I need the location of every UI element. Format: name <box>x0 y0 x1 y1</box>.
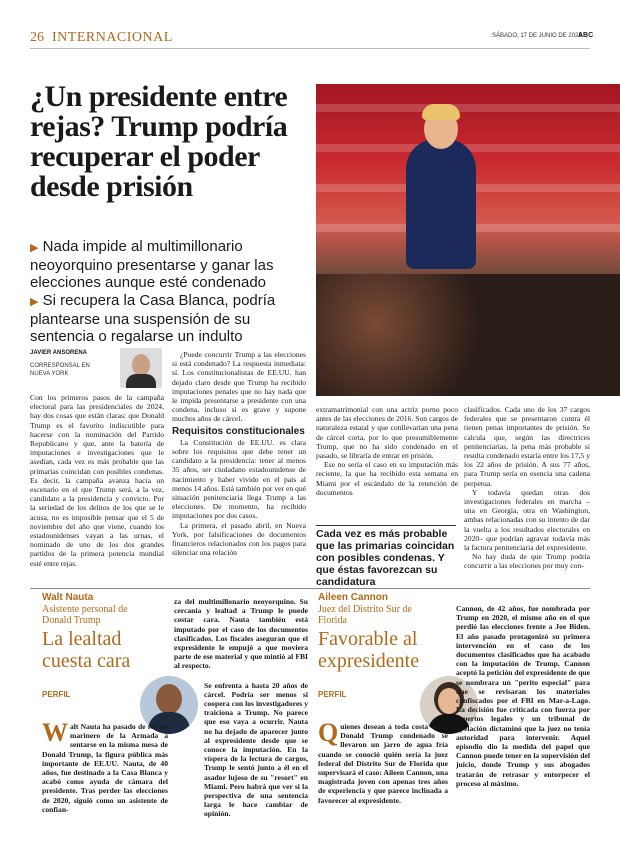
profile-kicker: PERFIL <box>42 690 71 699</box>
page-number: 26 <box>30 30 44 45</box>
section-title: INTERNACIONAL <box>52 30 173 45</box>
profile-role: Asistente personal de Donald Trump <box>42 604 128 626</box>
triangle-icon: ▶ <box>30 242 39 254</box>
body-column-2: ¿Puede concurrir Trump a las elecciones si está condenado? La respuesta inmediata: sí. Los constitucionalistas de EE.UU. han dejado claro desde que Trump ha recibido imputaciones penales que no hay nada que le impida presentarse a presidente con una condena, incluso si es grave y supone muchos años de cárcel. Requisitos constitucionales La Constitución de EE.UU. es clara sobre los requisitos que debe tener un candidato a la presidencia: tener al menos 35 años, ser ciudadano estadounidense de nacimiento y haber vivido en el país al menos 14 años. Está también por ver en qué situación penitenciaria llega Trump a las elecciones. De momento, ha recibido imputaciones por dos casos. La primera, el pasado abril, en Nueva York, por falsificaciones de documentos financieros relacionados con los pagos para silenciar una relación <box>172 350 306 558</box>
summary-bullet: ▶ Nada impide al multimillonario neoyorquino presentarse y ganar las elecciones aunque esté condenado <box>30 238 274 291</box>
brand-logo: ABC <box>578 32 594 39</box>
header-rule <box>30 48 590 49</box>
profile-title: Favorable al expresidente <box>318 628 420 672</box>
profiles-rule <box>30 588 590 589</box>
headline: ¿Un presidente entre rejas? Trump podría recuperar el poder desde prisión <box>30 80 288 203</box>
subheading: Requisitos constitucionales <box>172 425 305 437</box>
dropcap: W <box>42 718 68 747</box>
triangle-icon: ▶ <box>30 296 39 308</box>
summary-bullet: ▶ Si recupera la Casa Blanca, podría plantearse una suspensión de su sentencia o regalarse un indulto <box>30 292 276 345</box>
body-column-3: extramatrimonial con una actriz porno poco antes de las elecciones de 2016. Son cargos de naturaleza estatal y que conllevarían una pena de cárcel corta, por lo que presumiblemente Trump, que no ha sido condenado en el pasado, se libraría de entrar en prisión. Ese no sería el caso en su imputación más reciente, la que ha recibido esta semana en Miami por el escándalo de la retención de documentos <box>316 405 458 497</box>
author-role: CORRESPONSAL EN NUEVA YORK <box>30 363 90 377</box>
speaker-body <box>406 139 476 269</box>
profile-kicker: PERFIL <box>318 690 347 699</box>
body-column-4: clasificados. Cada uno de los 37 cargos federales que se presentaron contra él tienen penas importantes de prisión. Se calcula que, según las directrices penitenciarias, la pena más probable si resulta condenado estaría entre los 17,5 y los 22 años de prisión. A sus 77 años, para Trump sería en esencia una cadena perpetua. Y todavía quedan otras dos investigaciones federales en marcha –una en Georgia, otra en Washington, ambas relacionadas con su intento de dar la vuelta a los resultados electorales en 2020– que podrían agravar todavía más la factura penitenciaria del expresidente. No hay duda de que Trump podría concurrir a las elecciones por muy con- <box>464 405 590 571</box>
dropcap: Q <box>318 718 339 747</box>
profile-name: Aileen Cannon <box>318 592 389 603</box>
body-column-1: Con los primeros pasos de la campaña electoral para las presidenciales de 2024, hay dos cosas que están claras: que Donald Trump es el favorito indiscutible para hacerse con la nominación del Partido Republicano y que, ante la batería de imputaciones e investigaciones que le asedian, cada vez es más probable que las primarias coincidan con posibles condenas. Es decir, la campaña avanza hacia un escenario en el que Trump será, a la vez, candidato a la presidencia y convicto. Por la seriedad de los delitos de los que se le acusa, no es imposible pensar que el 5 de noviembre del año que viene, cuando los estadounidenses vayan a las urnas, el nominado de uno de los dos grandes partidos de la primera potencia mundial esté entre rejas. <box>30 393 164 568</box>
pull-quote: Cada vez es más probable que las primarias coincidan con posibles condenas. Y que éstas favorezcan su candidatura <box>316 525 456 588</box>
profile-title: La lealtad cuesta cara <box>42 628 131 672</box>
profile-text-1: Quienes desean a toda costa ver a Donald Trump condenado se llevaron un jarro de agua fría cuando se conoció quién sería la juez federal del Distrito Sur de Florida que supervisará el caso: Aileen Cannon, una magistrada joven con apenas tres años de experiencia y que parece inclinada a favorecer al expresidente. <box>318 718 448 805</box>
profile-name: Walt Nauta <box>42 592 94 603</box>
crowd <box>316 274 620 396</box>
profile-text-2: Cannon, de 42 años, fue nombrada por Trump en 2020, el mismo año en el que perdió las elecciones frente a Joe Biden. El año pasado protagonizó su primera intervención en el caso de los documentos clasificados que ha acabado con la imputación de Trump. Cannon aceptó la petición del expresidente de que se nombrara un "perito especial" para que se revisaran los materiales confiscados por el FBI en Mar-a-Lago. La decisión fue criticada con fuerza por expertos legales y un tribunal de apelación dictaminó que la juez no tenía autoridad para intervenir. Aquel episodio dio la medida del papel que Cannon puede tener en la supervisión del juicio, donde Trump y sus abogados tratarán de retrasar y entorpecer el proceso al máximo. <box>456 604 591 788</box>
flag-stripe <box>316 104 620 112</box>
speaker-hair <box>422 104 460 120</box>
author-name: JAVIER ANSORENA <box>30 350 88 356</box>
profile-text-2: za del multimillonario neoyorquino. Su cercanía y lealtad a Trump le puede costar cara. Nauta también está imputado por el caso de los documentos clasificados. Los fiscales aseguran que el expresidente le empujó a que moviera parte de ese material y que mintió al FBI al respecto. Se enfrenta a hasta 20 años de cárcel. Podría ser menos si coopera con los investigadores y traiciona a Trump. No parece que eso vaya a ocurrir. Nauta no ha dejado de aparecer junto al expresidente desde que se conoce la imputación. En la víspera de la lectura de cargos, Trump le sentó junto a él en el asador lujoso de su "resort" en Miami. Pero habrá que ver si la perspectiva de una sentencia larga le hace cambiar de opinión. <box>174 597 308 819</box>
author-avatar <box>120 348 162 388</box>
trump-photo <box>316 84 620 396</box>
profile-role: Juez del Distrito Sur de Florida <box>318 604 412 626</box>
profile-text-1: Walt Nauta ha pasado de ser un marinero de la Armada a sentarse en la misma mesa de Donald Trump, la figura pública más importante de EE.UU. Nauta, de 40 años, fue destinado a la Casa Blanca y acabó como ayuda de cámara del presidente. Tras perder las elecciones de 2020, siguió como un asistente de confian- <box>42 718 168 814</box>
issue-date: SÁBADO, 17 DE JUNIO DE 2023 <box>492 33 582 39</box>
